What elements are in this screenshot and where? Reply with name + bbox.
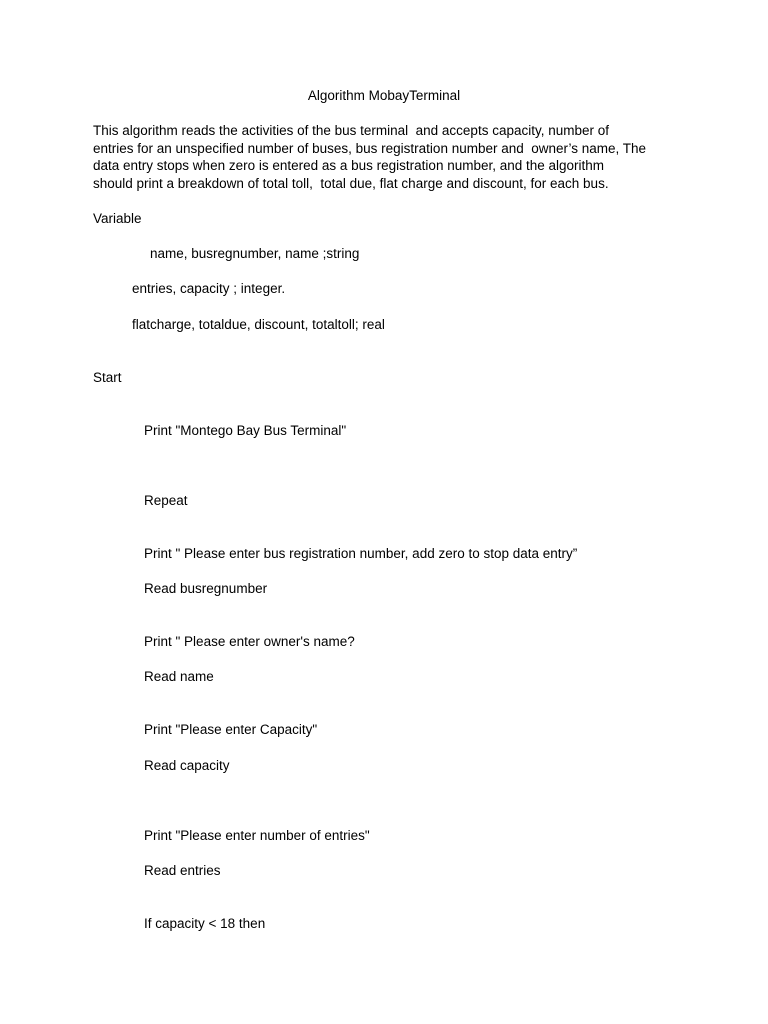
document-title: Algorithm MobayTerminal: [307, 88, 461, 103]
algorithm-step: If capacity < 18 then: [144, 916, 266, 931]
intro-line: This algorithm reads the activities of the bus terminal and accepts capacity, number of: [93, 123, 609, 138]
algorithm-step: Read entries: [144, 863, 221, 878]
algorithm-step: Read name: [144, 669, 214, 684]
intro-line: should print a breakdown of total toll, total due, flat charge and discount, for each bus.: [93, 175, 609, 191]
start-label: Start: [93, 370, 122, 385]
intro-paragraph: [93, 122, 693, 192]
variable-heading: Variable: [93, 211, 142, 226]
algorithm-step: Read capacity: [144, 758, 230, 773]
intro-line: entries for an unspecified number of buses, bus registration number and owner’s name, The: [93, 140, 647, 156]
variable-declaration-strings: name, busregnumber, name ;string: [150, 246, 360, 261]
variable-declaration-integers: entries, capacity ; integer.: [132, 281, 286, 296]
algorithm-step: Print " Please enter bus registration number, add zero to stop data entry”: [144, 546, 578, 561]
intro-line: data entry stops when zero is entered as a bus registration number, and the algorithm: [93, 158, 605, 173]
algorithm-step: Print "Montego Bay Bus Terminal": [144, 423, 347, 438]
algorithm-step: Print "Please enter number of entries": [144, 828, 370, 843]
variable-declaration-reals: flatcharge, totaldue, discount, totaltoll; real: [132, 317, 385, 332]
algorithm-step: Print "Please enter Capacity": [144, 722, 318, 737]
algorithm-step: Print " Please enter owner's name?: [144, 634, 355, 649]
algorithm-step: Read busregnumber: [144, 581, 268, 596]
algorithm-step: Repeat: [144, 493, 188, 508]
